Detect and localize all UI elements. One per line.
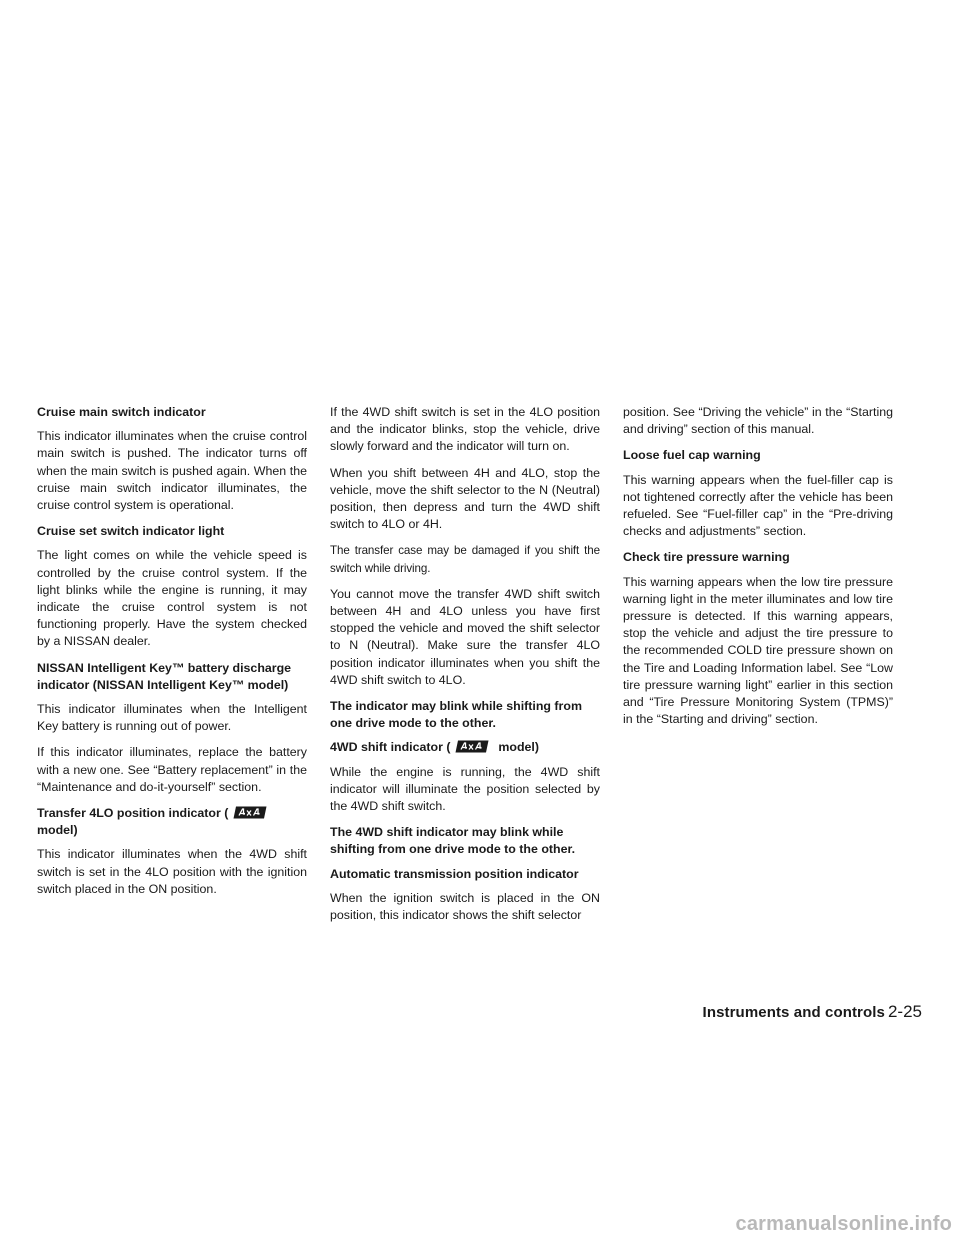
heading-intelligent-key-battery: NISSAN Intelligent Key™ battery discharge indicator (NISSAN Intelligent Key™ model) xyxy=(37,660,292,692)
column-left xyxy=(37,404,307,907)
paragraph-4lo-blink: If the 4WD shift switch is set in the 4LO position and the indicator blinks, stop the vehicle, drive slowly forward and the indicator will turn on. xyxy=(330,405,600,454)
4x4-badge-icon xyxy=(455,740,489,753)
paragraph-transfer-4lo: This indicator illuminates when the 4WD shift switch is set in the 4LO position with the ignition switch placed in the ON position. xyxy=(37,847,307,896)
paragraph-transfer-shift-switch: You cannot move the transfer 4WD shift switch between 4H and 4LO unless you have first stopped the vehicle and moved the shift selector to N (Neutral). Make sure the transfer 4LO position indicator illuminates when you shift the 4WD shift switch to 4LO. xyxy=(330,586,600,687)
heading-4wd-shift-prefix: 4WD shift indicator ( xyxy=(330,740,451,755)
heading-indicator-blink: The indicator may blink while shifting from one drive mode to the other. xyxy=(330,699,582,731)
heading-at-position-indicator: Automatic transmission position indicator xyxy=(330,866,579,881)
heading-cruise-main-switch: Cruise main switch indicator xyxy=(37,405,206,419)
4x4-badge-icon xyxy=(233,806,267,819)
heading-4wd-shift-suffix: model) xyxy=(498,740,539,755)
paragraph-check-tire-pressure: This warning appears when the low tire pressure warning light in the meter illuminates and low tire pressure is detected. If this warning appears, stop the vehicle and adjust the tire pressure to the recommended COLD tire pressure shown on the Tire and Loading Information label. See “Low tire pressure warning light” earlier in this section and “Tire Pressure Monitoring System (TPMS)” in the “Starting and driving” section. xyxy=(623,574,893,727)
paragraph-4wd-shift-indicator: While the engine is running, the 4WD shift indicator will illuminate the position selected by the 4WD shift switch. xyxy=(330,764,600,814)
paragraph-transfer-case-damage: The transfer case may be damaged if you shift the switch while driving. xyxy=(330,544,600,575)
heading-4wd-shift-indicator xyxy=(330,739,600,756)
paragraph-battery-replacement: If this indicator illuminates, replace the battery with a new one. See “Battery replacement” in the “Maintenance and do-it-yourself” section. xyxy=(37,745,307,794)
column-right xyxy=(623,404,893,737)
column-middle xyxy=(330,404,600,933)
paragraph-intelligent-key-battery: This indicator illuminates when the Intelligent Key battery is running out of power. xyxy=(37,702,307,734)
paragraph-loose-fuel-cap: This warning appears when the fuel-filler cap is not tightened correctly after the vehicle has been refueled. See “Fuel-filler cap” in the “Pre-driving checks and adjustments” section. xyxy=(623,472,893,539)
paragraph-at-position-indicator: When the ignition switch is placed in the ON position, this indicator shows the shift selector xyxy=(330,890,600,923)
heading-check-tire-pressure: Check tire pressure warning xyxy=(623,550,790,565)
page-footer xyxy=(680,1002,922,1022)
paragraph-shift-4h-4lo: When you shift between 4H and 4LO, stop the vehicle, move the shift selector to the N (Neutral) position, then depress and turn the 4WD shift switch to 4LO or 4H. xyxy=(330,465,600,532)
paragraph-cruise-main-switch: This indicator illuminates when the cruise control main switch is pushed. The indicator turns off when the main switch is pushed again. When the cruise main switch indicator illuminates, the cruise control system is operational. xyxy=(37,429,307,513)
paragraph-position-continued: position. See “Driving the vehicle” in the “Starting and driving” section of this manual. xyxy=(623,405,893,437)
footer-page-number: 2-25 xyxy=(887,1002,922,1021)
heading-transfer-4lo-suffix: model) xyxy=(37,823,78,838)
heading-loose-fuel-cap: Loose fuel cap warning xyxy=(623,448,761,463)
heading-transfer-4lo xyxy=(37,805,307,839)
heading-cruise-set-switch: Cruise set switch indicator light xyxy=(37,524,225,539)
paragraph-cruise-set-switch: The light comes on while the vehicle speed is controlled by the cruise control system. If the light blinks while the engine is running, it may indicate the cruise control system is not functioning properly. Have the system checked by a NISSAN dealer. xyxy=(37,548,307,649)
footer-section-title: Instruments and controls xyxy=(702,1004,885,1021)
heading-4wd-indicator-blink: The 4WD shift indicator may blink while shifting from one drive mode to the other. xyxy=(330,825,576,857)
watermark: carmanualsonline.info xyxy=(735,1213,952,1235)
heading-transfer-4lo-prefix: Transfer 4LO position indicator ( xyxy=(37,806,229,821)
